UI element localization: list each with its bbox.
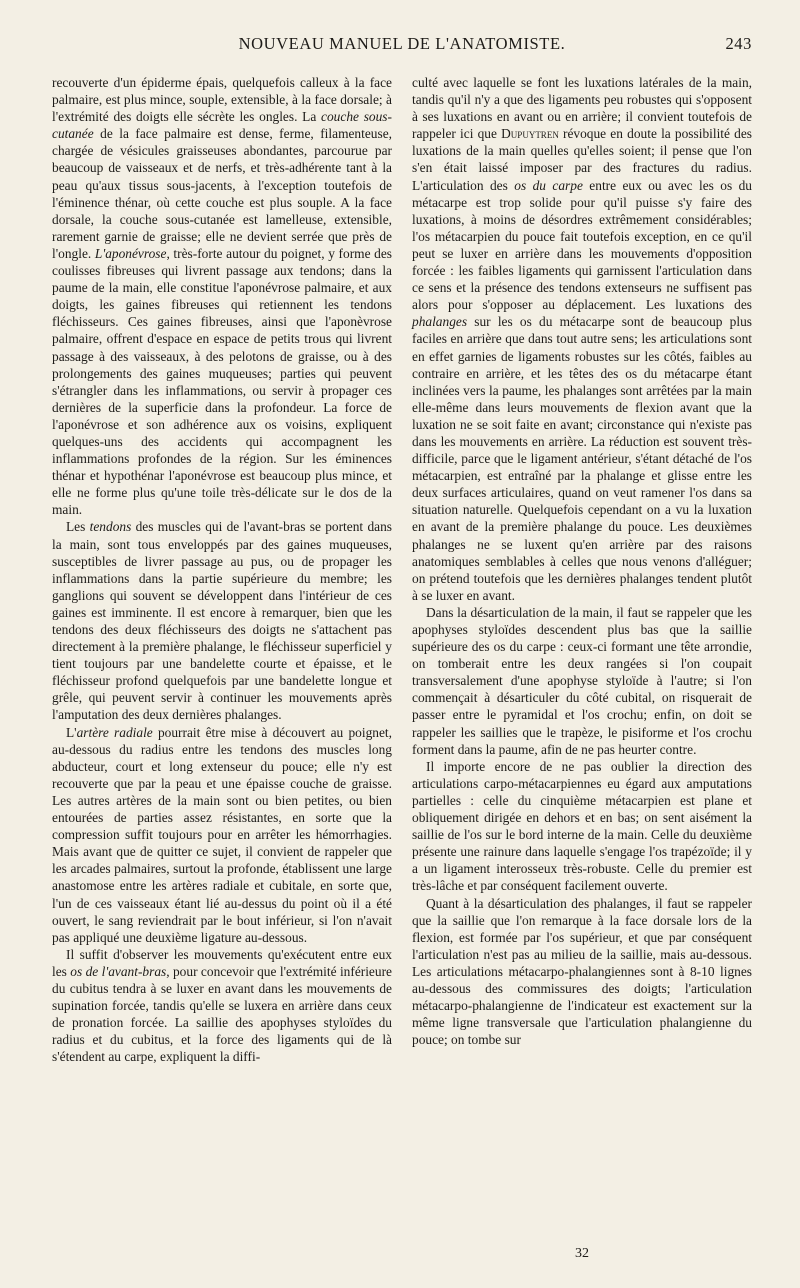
- right-column: [412, 74, 752, 1048]
- italic-term: os du carpe: [514, 177, 583, 193]
- page-number: 243: [725, 34, 752, 53]
- paragraph: culté avec laquelle se font les luxations latérales de la main, tandis qu'il n'y a que des ligaments peu robustes qui s'opposent à ses luxations en avant ou en arrière; il convient toutefois de rappeler ici que Dupuytren révoque en doute la possibilité des luxations de la main quelles qu'elles soient; il pense que l'on s'en était laissé imposer par des fractures du radius. L'articulation des os du carpe entre eux ou avec les os du métacarpe est trop solide pour qu'il puisse s'y faire des luxations, à moins de désordres extrêmement considérables; l'os métacarpien du pouce fait toutefois exception, en ce qu'il peut se luxer en arrière dans les mouvements d'opposition forcée : les faibles ligaments qui garnissent l'articulation dans ce sens et la présence des tendons extenseurs ne suffisent pas alors pour s'opposer au déplacement. Les luxations des phalanges sur les os du métacarpe sont de beaucoup plus faciles en arrière que dans tout autre sens; les articulations sont en effet garnies de ligaments robustes sur les côtés, faibles au contraire en arrière, et les têtes des os du métacarpe étant inclinées vers la paume, les phalanges sont arrêtées par la main elle-même dans leurs mouvements de flexion avant que la luxation ne se soit faite en avant; circonstance qui n'existe pas dans les mouvements en arrière. La réduction est souvent très-difficile, parce que le ligament antérieur, s'étant détaché de l'os métacarpien, est entraîné par la phalange et glisse entre les deux surfaces articulaires, quand on veut ramener l'os dans sa situation naturelle. Quelquefois cependant on a vu la luxation en avant de la première phalange du pouce. Les deuxièmes phalanges ne se luxent qu'en arrière par des raisons anatomiques semblables à celles que nous venons d'alléguer; on prétend toutefois que les dernières phalanges tendent plutôt à se luxer en avant.: [412, 75, 753, 603]
- italic-term: os de l'avant-bras: [70, 963, 167, 979]
- paragraph: recouverte d'un épiderme épais, quelquefois calleux à la face palmaire, est plus mince, souple, extensible, à la face dorsale; à l'extrémité des doigts elle sécrète les ongles. La couche sous-cutanée de la face palmaire est dense, ferme, filamenteuse, chargée de vésicules graisseuses abondantes, parcourue par beaucoup de vaisseaux et de nerfs, et très-adhérente tant à la peau qu'aux tissus sous-jacents, à l'exception toutefois de l'éminence thénar, où cette couche est plus souple. A la face dorsale, la couche sous-cutanée est lamelleuse, extensible, rarement garnie de graisse; elle ne devient serrée que près de l'ongle. L'aponévrose, très-forte autour du poignet, y forme des coulisses fibreuses qui livrent passage aux tendons; dans la paume de la main, elle constitue l'aponévrose palmaire, et aux doigts, les gaines fibreuses qui retiennent les tendons fléchisseurs. Ces gaines fibreuses, ainsi que l'aponèvrose palmaire, offrent d'espace en espace de petits trous qui livrent passage à des vaisseaux, à des pelotons de graisse, ou à des prolongements des gaines muqueuses; parties qui peuvent s'étrangler dans les inflammations, ou servir à propager ces dernières de la superficie dans la profondeur. La force de l'aponévrose et son adhérence aux os voisins, expliquent quelques-uns des accidents qui accompagnent les inflammations profondes de la région. Sur les éminences thénar et hypothénar l'aponévrose est beaucoup plus mince, et elle ne forme plus qu'une toile très-délicate sur le dos de la main.: [52, 75, 393, 518]
- italic-term: L'aponévrose: [94, 245, 167, 261]
- italic-term: phalanges: [412, 314, 468, 330]
- paragraph: Les tendons des muscles qui de l'avant-bras se portent dans la main, sont tous enveloppés par des gaines muqueuses, susceptibles de livrer passage au pus, ou de propager les inflammations dans la partie supérieure du membre; les ganglions qui souvent se développent dans l'intérieur de ces gaines est imminente. Il est encore à remarquer, bien que les tendons des deux fléchisseurs des doigts ne s'attachent pas directement à la première phalange, le fléchisseur superficiel y tient toujours par une bandelette courte et épaisse, et le fléchisseur profond quelquefois par une bandelette longue et grêle, qui peuvent servir à continuer les mouvements après l'amputation des deux dernières phalanges.: [52, 519, 392, 723]
- italic-term: artère radiale: [76, 724, 153, 740]
- running-title: NOUVEAU MANUEL DE L'ANATOMISTE.: [238, 34, 566, 53]
- paragraph: L'artère radiale pourrait être mise à découvert au poignet, au-dessous du radius entre les tendons des muscles long abducteur, court et long extenseur du pouce; elle n'y est recouverte que par la peau et une épaisse couche de graisse. Les autres artères de la main sont ou bien petites, ou bien entourées de parties assez résistantes, en sorte que la compression suffit toujours pour en arrêter les hémorrhagies. Mais avant que de quitter ce sujet, il convient de rappeler que les arcades palmaires, surtout la profonde, établissent une large anastomose entre les artères radiale et cubitale, en sorte que, l'un de ces vaisseaux étant lié au-dessus du point où il a été ouvert, le sang reviendrait par le bout inférieur, si l'on n'avait pas appliqué une deuxième ligature au-dessous.: [52, 724, 392, 945]
- author-name: Dupuytren: [501, 126, 559, 142]
- left-column: [52, 74, 392, 1065]
- paragraph: Quant à la désarticulation des phalanges, il faut se rappeler que la saillie que l'on remarque à la face dorsale lors de la flexion, est formée par l'os supérieur, et que par conséquent l'articulation n'est pas au milieu de la saillie, mais au-dessous. Les articulations métacarpo-phalangiennes sont à 8-10 lignes au-dessous des commissures des doigts; l'articulation métacarpo-phalangienne de l'indicateur est exactement sur la même ligne transversale que l'articulation phalangienne du pouce; on tombe sur: [412, 895, 752, 1048]
- paragraph: Il suffit d'observer les mouvements qu'exécutent entre eux les os de l'avant-bras, pour concevoir que l'extrémité inférieure du cubitus tendra à se luxer en avant dans les mouvements de supination forcée, tandis qu'elle se luxera en arrière dans ceux de pronation forcée. La saillie des apophyses styloïdes du radius et du cubitus, et la force des ligaments qui de là s'étendent au carpe, expliquent la diffi-: [52, 946, 392, 1065]
- running-header: [52, 34, 752, 58]
- paragraph: Il importe encore de ne pas oublier la direction des articulations carpo-métacarpiennes eu égard aux amputations partielles : celle du cinquième métacarpien est plane et obliquement dirigée en dehors et en bas; on sent aisément la saillie de l'os sur le bord interne de la main. Celle du deuxième présente une rainure dans laquelle s'engage l'os trapézoïde; il y a un ligament interosseux très-robuste. Celle du premier est très-lâche et par conséquent facilement ouverte.: [412, 758, 752, 894]
- italic-term: tendons: [89, 519, 132, 535]
- italic-term: couche sous-cutanée: [52, 109, 392, 142]
- signature-mark: 32: [575, 1246, 589, 1261]
- paragraph: Dans la désarticulation de la main, il faut se rappeler que les apophyses styloïdes descendent plus bas que la saillie supérieure des os du carpe : ceux-ci formant une tête arrondie, on tomberait entre les deux rangées si l'on coupait transversalement d'une apophyse styloïde à l'autre; si l'on commençait à désarticuler du côté cubital, on risquerait de passer entre le pyramidal et l'os crochu; enfin, on doit se rappeler les saillies que le trapèze, le pisiforme et l'os crochu forment dans la paume, afin de ne pas heurter contre.: [412, 604, 752, 757]
